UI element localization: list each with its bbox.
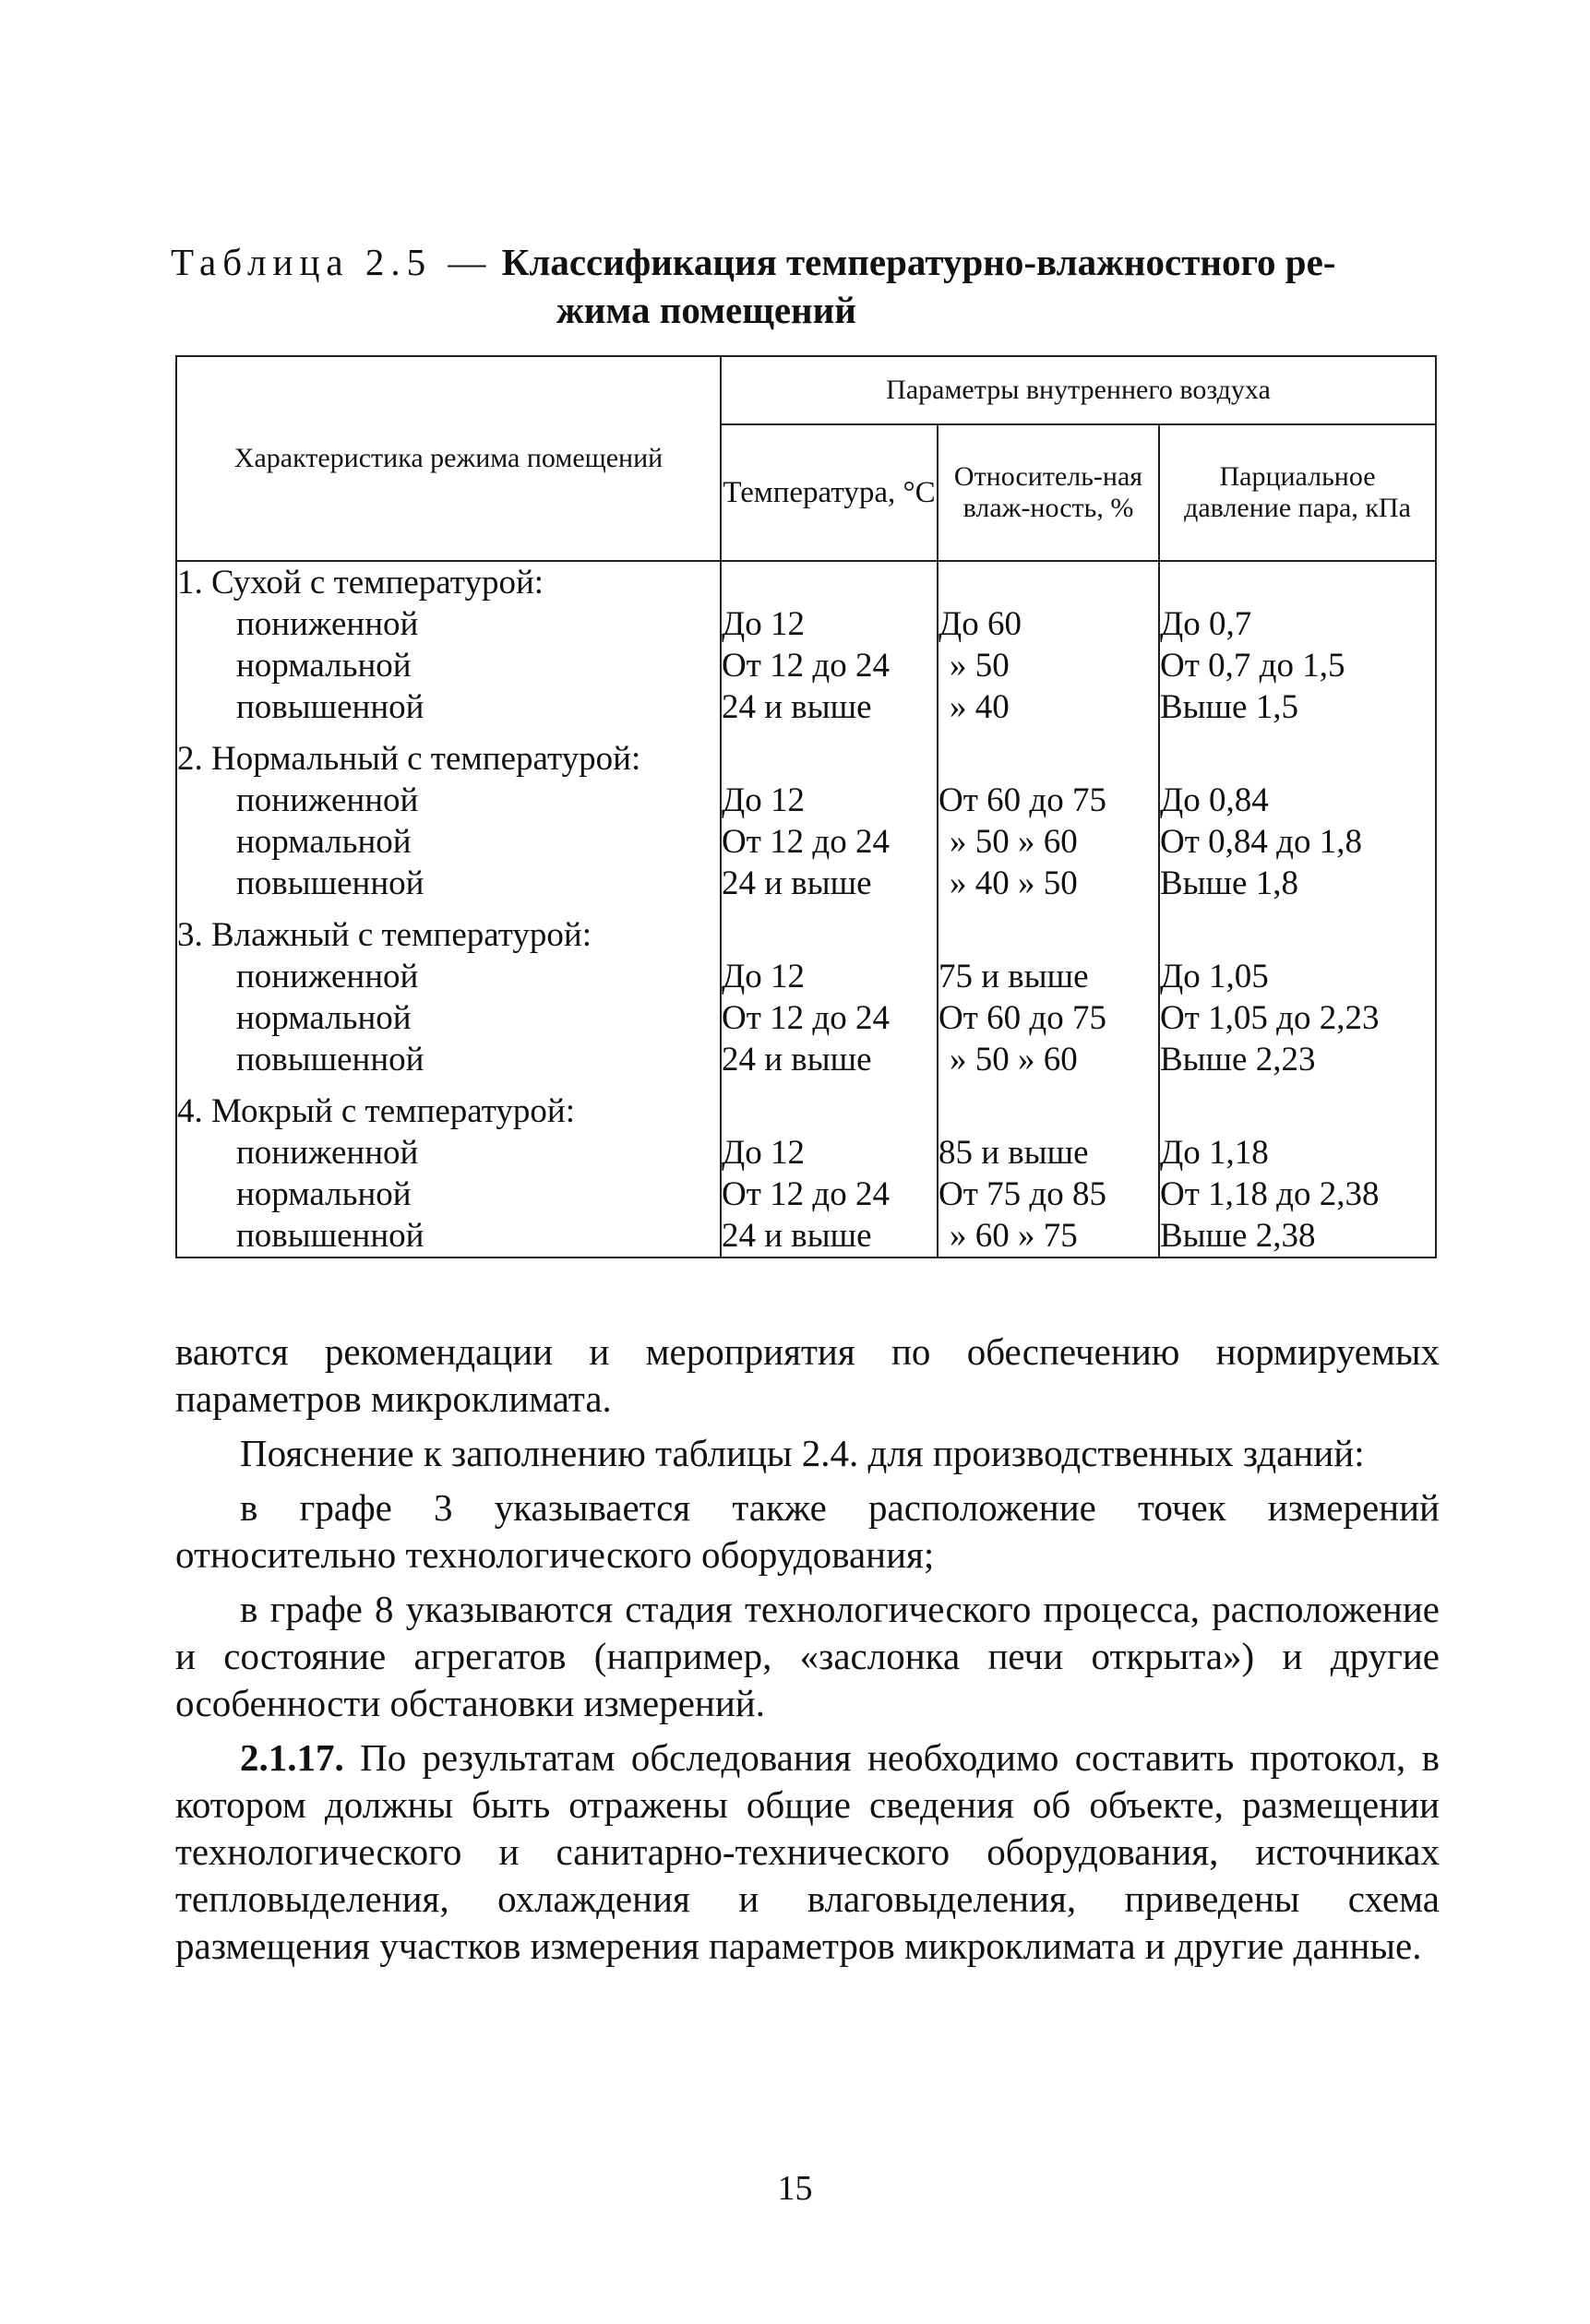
row-name: пониженной (236, 1134, 419, 1172)
humidity-value: 75 и выше (938, 958, 1089, 995)
pressure-value: От 1,18 до 2,38 (1160, 1175, 1380, 1213)
table-label: Таблица 2.5 — (171, 241, 493, 283)
body-text (175, 1329, 1440, 1977)
humidity-value: » 50 (950, 647, 1010, 685)
row-name: повышенной (236, 1217, 424, 1255)
col-pressure (1159, 561, 1436, 1257)
temp-value: 24 и выше (722, 1217, 872, 1255)
section-number: 2.1.17. (240, 1736, 344, 1779)
humidity-value: » 40 » 50 (950, 864, 1078, 902)
humidity-value: От 60 до 75 (938, 781, 1106, 819)
group-title: 1. Сухой с температурой: (177, 564, 544, 602)
pressure-value: До 0,7 (1160, 605, 1252, 643)
paragraph-5-text: По результатам обследования необходимо составить протокол, в котором должны быть отражены общие сведения об объекте, размещении технологического и санитарно-технического оборудования, источниках тепловыделения, охлаждения и влаговыделения, приведены схема размещения участков измерения параметров микроклимата и другие данные. (175, 1736, 1440, 1967)
row-name: повышенной (236, 688, 424, 726)
pressure-value: До 1,05 (1160, 958, 1269, 995)
paragraph-3: в графе 3 указывается также расположение точек измерений относительно технологического оборудования; (175, 1486, 1440, 1576)
temp-value: До 12 (722, 605, 805, 643)
pressure-value: До 0,84 (1160, 781, 1269, 819)
paragraph-4: в графе 8 указываются стадия технологического процесса, расположение и состояние агрегатов (например, «заслонка печи открыта») и другие особенности обстановки измерений. (175, 1588, 1440, 1724)
climate-classification-table (175, 355, 1437, 1258)
group-title: 4. Мокрый с температурой: (177, 1092, 575, 1130)
humidity-value: 85 и выше (938, 1134, 1089, 1172)
group-4 (177, 1090, 720, 1257)
humidity-value: От 75 до 85 (938, 1175, 1106, 1213)
table-caption (171, 238, 1444, 334)
col-humidity (938, 561, 1159, 1257)
table-title-line1: Классификация температурно-влажностного ре- (501, 241, 1336, 283)
pressure-value: Выше 1,8 (1160, 864, 1298, 902)
pressure-value: От 0,84 до 1,8 (1160, 823, 1362, 861)
col4-header: Парциальное давление пара, кПа (1159, 424, 1436, 561)
col3-header: Относитель-ная влаж-ность, % (938, 424, 1159, 561)
row-name: нормальной (236, 823, 412, 861)
temp-value: 24 и выше (722, 864, 872, 902)
temp-value: От 12 до 24 (722, 1175, 890, 1213)
col1-header: Характеристика режима помещений (176, 356, 721, 561)
temp-value: До 12 (722, 958, 805, 995)
temp-value: До 12 (722, 1134, 805, 1172)
col-characteristic (176, 561, 721, 1257)
pressure-value: Выше 2,23 (1160, 1041, 1316, 1079)
col-temperature (721, 561, 938, 1257)
humidity-value: » 50 » 60 (950, 1041, 1078, 1079)
temp-value: 24 и выше (722, 688, 872, 726)
group-3 (177, 914, 720, 1080)
humidity-value: » 60 » 75 (950, 1217, 1078, 1255)
row-name: пониженной (236, 958, 419, 995)
paragraph-1: ваются рекомендации и мероприятия по обеспечению нормируемых параметров микроклимата. (175, 1330, 1440, 1420)
temp-value: 24 и выше (722, 1041, 872, 1079)
humidity-value: » 50 » 60 (950, 823, 1078, 861)
temp-value: До 12 (722, 781, 805, 819)
table-title-line2: жима помещений (556, 289, 856, 331)
group-title: 3. Влажный с температурой: (177, 916, 592, 954)
humidity-value: До 60 (938, 605, 1022, 643)
group-1 (177, 562, 720, 728)
row-name: повышенной (236, 1041, 424, 1079)
temp-value: От 12 до 24 (722, 823, 890, 861)
paragraph-5 (175, 1734, 1440, 1970)
group-2 (177, 738, 720, 904)
paragraph-2: Пояснение к заполнению таблицы 2.4. для производственных зданий: (240, 1432, 1365, 1474)
group-title: 2. Нормальный с температурой: (177, 740, 641, 778)
row-name: нормальной (236, 999, 412, 1037)
pressure-value: Выше 1,5 (1160, 688, 1298, 726)
pressure-value: До 1,18 (1160, 1134, 1269, 1172)
temp-value: От 12 до 24 (722, 999, 890, 1037)
group-header: Параметры внутреннего воздуха (721, 356, 1436, 424)
pressure-value: От 0,7 до 1,5 (1160, 647, 1345, 685)
humidity-value: » 40 (950, 688, 1010, 726)
row-name: повышенной (236, 864, 424, 902)
pressure-value: От 1,05 до 2,23 (1160, 999, 1380, 1037)
col2-header: Температура, °С (721, 424, 938, 561)
row-name: нормальной (236, 647, 412, 685)
row-name: пониженной (236, 605, 419, 643)
row-name: пониженной (236, 781, 419, 819)
pressure-value: Выше 2,38 (1160, 1217, 1316, 1255)
temp-value: От 12 до 24 (722, 647, 890, 685)
row-name: нормальной (236, 1175, 412, 1213)
page-number: 15 (777, 2169, 813, 2208)
humidity-value: От 60 до 75 (938, 999, 1106, 1037)
